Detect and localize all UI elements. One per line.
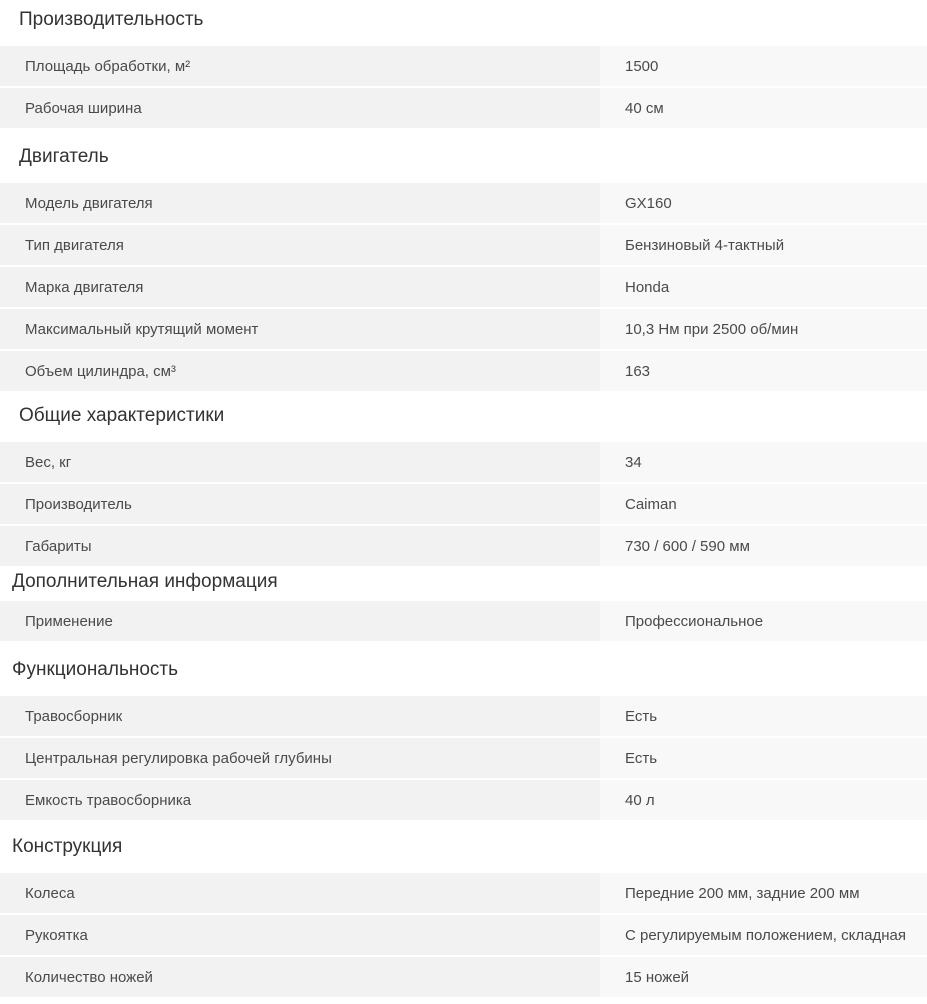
spec-value: GX160 [600,183,927,223]
spec-label: Площадь обработки, м² [0,46,600,86]
spec-row [0,915,927,955]
spec-value: 40 см [600,88,927,128]
section-performance [0,8,927,128]
spec-value: Есть [600,696,927,736]
spec-row [0,225,927,265]
spec-value: 730 / 600 / 590 мм [600,526,927,566]
section-title: Конструкция [12,836,123,857]
spec-label: Применение [0,601,600,641]
spec-row [0,267,927,307]
spec-row [0,309,927,349]
spec-label: Колеса [0,873,600,913]
spec-label: Рабочая ширина [0,88,600,128]
spec-label: Габариты [0,526,600,566]
spec-label: Максимальный крутящий момент [0,309,600,349]
spec-value: Бензиновый 4-тактный [600,225,927,265]
spec-label: Тип двигателя [0,225,600,265]
spec-label: Травосборник [0,696,600,736]
spec-value: 15 ножей [600,957,927,997]
section-title: Производительность [19,9,204,30]
section-engine [0,145,927,391]
section-functionality [0,658,927,820]
spec-value: Есть [600,738,927,778]
spec-label: Марка двигателя [0,267,600,307]
spec-value: С регулируемым положением, складная [600,915,927,955]
spec-row [0,351,927,391]
spec-row [0,183,927,223]
spec-label: Объем цилиндра, см³ [0,351,600,391]
spec-row [0,88,927,128]
spec-row [0,601,927,641]
spec-value: 10,3 Нм при 2500 об/мин [600,309,927,349]
spec-value: Caiman [600,484,927,524]
spec-value: Передние 200 мм, задние 200 мм [600,873,927,913]
spec-row [0,738,927,778]
spec-label: Рукоятка [0,915,600,955]
section-title: Общие характеристики [19,405,225,426]
spec-value: 34 [600,442,927,482]
spec-row [0,484,927,524]
spec-row [0,957,927,997]
section-general-characteristics [0,404,927,566]
spec-row [0,442,927,482]
spec-row [0,696,927,736]
spec-label: Модель двигателя [0,183,600,223]
section-title: Двигатель [19,146,109,167]
spec-label: Центральная регулировка рабочей глубины [0,738,600,778]
section-additional-info [0,570,927,641]
spec-value: 163 [600,351,927,391]
spec-label: Емкость травосборника [0,780,600,820]
spec-value: 40 л [600,780,927,820]
section-construction [0,835,927,997]
specifications-table [0,8,927,997]
spec-row [0,873,927,913]
spec-value: Honda [600,267,927,307]
spec-row [0,526,927,566]
spec-value: Профессиональное [600,601,927,641]
spec-value: 1500 [600,46,927,86]
spec-label: Производитель [0,484,600,524]
spec-label: Количество ножей [0,957,600,997]
spec-row [0,46,927,86]
section-title: Дополнительная информация [12,571,278,592]
section-title: Функциональность [12,659,179,680]
spec-row [0,780,927,820]
spec-label: Вес, кг [0,442,600,482]
